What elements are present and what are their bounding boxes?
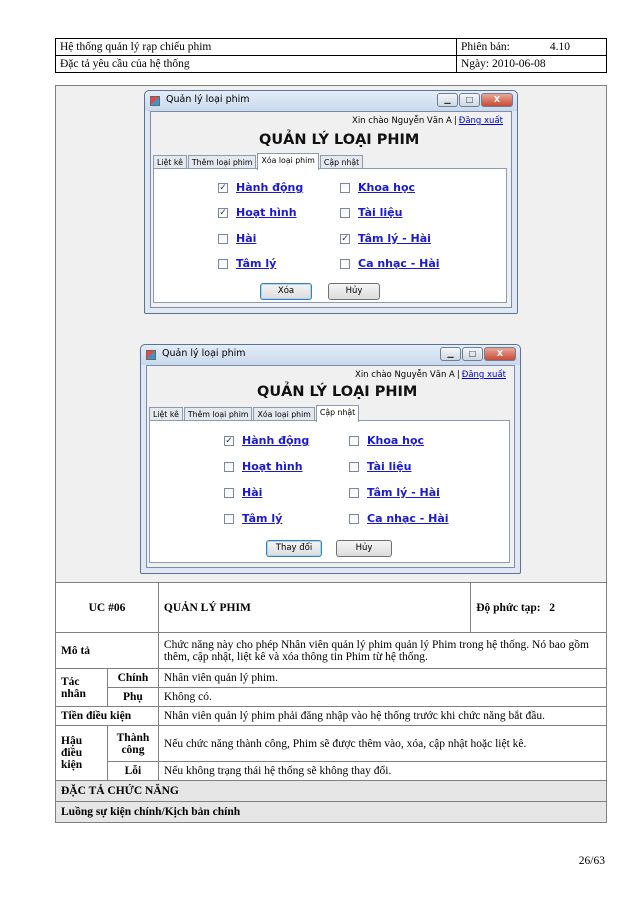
window-titlebar: [141, 345, 520, 365]
greeting-bar: [352, 116, 503, 126]
checkbox-hanh-dong[interactable]: ✓ Hành động: [219, 181, 304, 194]
error-label: Lỗi: [107, 762, 158, 781]
checkbox-box[interactable]: [340, 208, 350, 218]
app-title: QUẢN LÝ LOẠI PHIM: [257, 384, 418, 400]
tab-list[interactable]: Liệt kê: [149, 407, 183, 421]
tab-list[interactable]: Liệt kê: [153, 155, 187, 169]
description-label: Mô tả: [56, 633, 159, 669]
tab-update[interactable]: Cập nhật: [320, 155, 363, 169]
update-button[interactable]: Thay đổi: [266, 540, 322, 557]
checkbox-tam-ly-hai[interactable]: ✓ Tâm lý - Hài: [341, 232, 431, 245]
greeting-separator: |: [453, 116, 457, 126]
minimize-icon[interactable]: ▁: [437, 93, 458, 107]
precondition-text: Nhân viên quản lý phim phải đăng nhập vào hệ thống trước khi chức năng bắt đầu.: [158, 707, 606, 726]
greeting-text: Xin chào Nguyễn Văn A: [352, 116, 452, 126]
window-client: [150, 111, 512, 308]
checkbox-box[interactable]: [224, 462, 234, 472]
checkbox-box[interactable]: ✓: [225, 435, 233, 446]
checkbox-tai-lieu[interactable]: Tài liệu: [340, 206, 402, 219]
checkbox-ca-nhac-hai[interactable]: Ca nhạc - Hài: [340, 257, 440, 270]
spec-title: Đặc tả yêu cầu của hệ thống: [56, 56, 457, 73]
version-label: Phiên bản:: [461, 41, 510, 53]
maximize-icon[interactable]: □: [462, 347, 483, 361]
cancel-button[interactable]: Hủy: [328, 283, 380, 300]
logout-link[interactable]: Đăng xuất: [458, 116, 503, 126]
main-actor-label: Chính: [107, 669, 158, 688]
checkbox-box[interactable]: [340, 183, 350, 193]
postcondition-label: Hậu điều kiện: [56, 726, 108, 781]
usecase-table: [55, 582, 607, 823]
main-actor: Nhân viên quản lý phim.: [158, 669, 606, 688]
version-cell: [457, 39, 607, 56]
checkbox-hai[interactable]: Hài: [218, 232, 256, 245]
tab-delete-genre[interactable]: Xóa loại phim: [257, 153, 318, 170]
version-value: 4.10: [549, 41, 570, 53]
description-text: Chức năng này cho phép Nhân viên quản lý phim quản lý Phim trong hệ thống. Nó bao gồm thêm, cập nhật, liệt kê và xóa thông tin Phim từ hệ thống.: [158, 633, 606, 669]
app-icon: [150, 96, 160, 106]
window-update-genre: [140, 344, 521, 574]
cancel-button[interactable]: Hủy: [336, 540, 392, 557]
checkbox-box[interactable]: ✓: [219, 182, 227, 193]
minimize-icon[interactable]: ▁: [440, 347, 461, 361]
document-header: [55, 38, 607, 73]
delete-button[interactable]: Xóa: [260, 283, 312, 300]
tab-strip: [153, 152, 364, 169]
checkbox-ca-nhac-hai[interactable]: Ca nhạc - Hài: [349, 512, 449, 525]
checkbox-box[interactable]: [340, 259, 350, 269]
app-title: QUẢN LÝ LOẠI PHIM: [259, 132, 420, 148]
tab-add-genre[interactable]: Thêm loại phim: [188, 155, 257, 169]
checkbox-box[interactable]: [218, 259, 228, 269]
checkbox-tai-lieu[interactable]: Tài liệu: [349, 460, 411, 473]
actor-label: Tác nhân: [56, 669, 108, 707]
window-title: Quản lý loại phim: [162, 348, 246, 359]
date-cell: Ngày: 2010-06-08: [457, 56, 607, 73]
checkbox-hai[interactable]: Hài: [224, 486, 262, 499]
success-text: Nếu chức năng thành công, Phim sẽ được thêm vào, xóa, cập nhật hoặc liệt kê.: [158, 726, 606, 762]
usecase-name: QUẢN LÝ PHIM: [158, 583, 470, 633]
window-titlebar: [145, 91, 517, 111]
app-icon: [146, 350, 156, 360]
checkbox-khoa-hoc[interactable]: Khoa học: [349, 434, 424, 447]
greeting-bar: [355, 370, 506, 380]
checkbox-hanh-dong[interactable]: ✓ Hành động: [225, 434, 310, 447]
tab-panel: [149, 420, 510, 563]
checkbox-box[interactable]: ✓: [219, 207, 227, 218]
tab-add-genre[interactable]: Thêm loại phim: [184, 407, 253, 421]
complexity-label: Độ phức tạp:: [476, 601, 541, 614]
logout-link[interactable]: Đăng xuất: [461, 370, 506, 380]
tab-panel: [153, 168, 507, 303]
main-flow-heading: Luồng sự kiện chính/Kịch bản chính: [56, 802, 607, 823]
checkbox-box[interactable]: [349, 462, 359, 472]
checkbox-hoat-hinh[interactable]: Hoạt hình: [224, 460, 303, 473]
tab-delete-genre[interactable]: Xóa loại phim: [253, 407, 314, 421]
window-client: [146, 365, 515, 568]
checkbox-box[interactable]: [349, 436, 359, 446]
greeting-separator: |: [456, 370, 460, 380]
checkbox-tam-ly-hai[interactable]: Tâm lý - Hài: [349, 486, 440, 499]
system-name: Hệ thống quản lý rạp chiếu phim: [56, 39, 457, 56]
checkbox-tam-ly[interactable]: Tâm lý: [224, 512, 282, 525]
checkbox-box[interactable]: ✓: [341, 233, 349, 244]
error-text: Nếu không trạng thái hệ thống sẽ không thay đổi.: [158, 762, 606, 781]
checkbox-box[interactable]: [349, 514, 359, 524]
checkbox-khoa-hoc[interactable]: Khoa học: [340, 181, 415, 194]
greeting-text: Xin chào Nguyễn Văn A: [355, 370, 455, 380]
tab-strip: [149, 404, 360, 421]
close-icon[interactable]: X: [484, 347, 516, 361]
function-spec-heading: ĐẶC TẢ CHỨC NĂNG: [56, 781, 607, 802]
checkbox-box[interactable]: [224, 488, 234, 498]
sub-actor-label: Phụ: [107, 688, 158, 707]
maximize-icon[interactable]: □: [459, 93, 480, 107]
checkbox-box[interactable]: [349, 488, 359, 498]
complexity-cell: [471, 583, 607, 633]
checkbox-tam-ly[interactable]: Tâm lý: [218, 257, 276, 270]
checkbox-hoat-hinh[interactable]: ✓ Hoạt hình: [219, 206, 297, 219]
complexity-value: 2: [549, 601, 556, 614]
close-icon[interactable]: X: [481, 93, 513, 107]
tab-update[interactable]: Cập nhật: [316, 405, 359, 422]
page-number: 26/63: [578, 855, 605, 867]
window-delete-genre: [144, 90, 518, 314]
usecase-id: UC #06: [56, 583, 159, 633]
checkbox-box[interactable]: [224, 514, 234, 524]
window-title: Quản lý loại phim: [166, 94, 250, 105]
success-label: Thành công: [107, 726, 158, 762]
sub-actor: Không có.: [158, 688, 606, 707]
precondition-label: Tiền điều kiện: [56, 707, 159, 726]
checkbox-box[interactable]: [218, 234, 228, 244]
